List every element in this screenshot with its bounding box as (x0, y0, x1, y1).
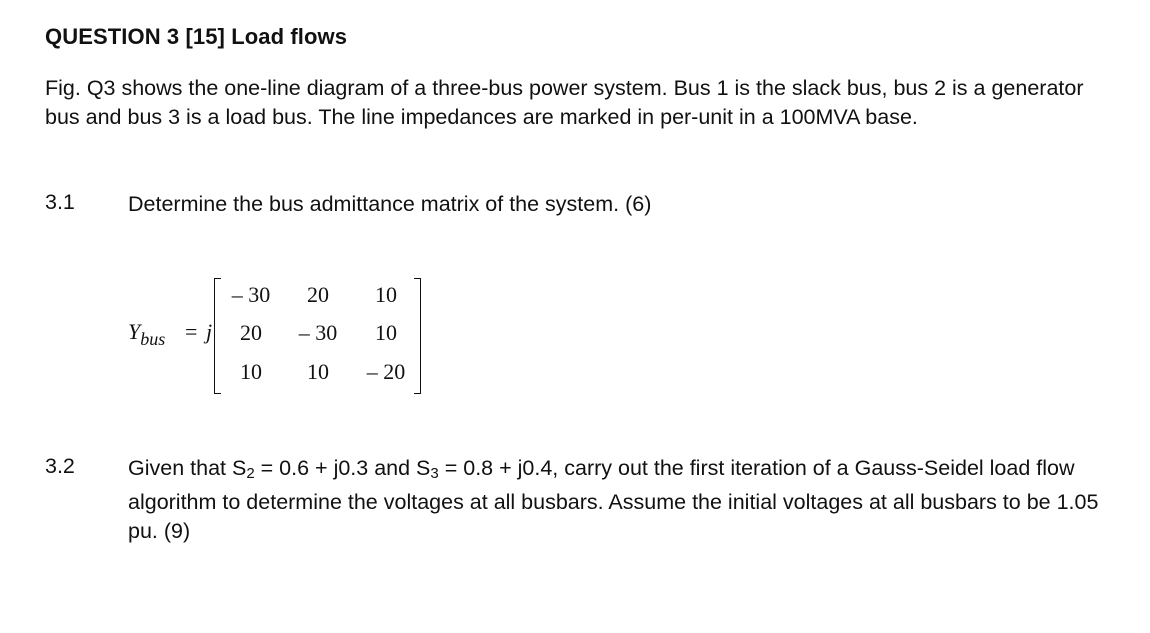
question-3-2-text (128, 454, 1108, 546)
q32-text-part-c: = 0.8 + j0.4, carry out the first iteration of a Gauss-Seidel load flow algorithm to determine the voltages at all busbars. Assume the initial voltages at all busbars to be 1.05 pu. (9) (128, 456, 1099, 543)
matrix-cell-2-3: 10 (375, 320, 397, 345)
matrix-cell-3-2: 10 (307, 359, 329, 384)
question-3-1-text: Determine the bus admittance matrix of the system. (6) (128, 192, 652, 216)
intro-paragraph: Fig. Q3 shows the one-line diagram of a three-bus power system. Bus 1 is the slack bus, bus 2 is a generator bus and bus 3 is a load bus. The line impedances are marked in per-unit in a 100MVA base. (45, 76, 1084, 129)
q32-text-part-b: = 0.6 + j0.3 and S (254, 456, 431, 480)
j-factor: j (206, 319, 213, 344)
ybus-symbol (128, 319, 166, 349)
matrix-cell-2-1: 20 (240, 320, 262, 345)
question-heading: QUESTION 3 [15] Load flows (45, 24, 348, 49)
q32-text-part-a: Given that S (128, 456, 247, 480)
q32-sub-3: 3 (430, 465, 439, 482)
ybus-subscript: bus (140, 329, 166, 349)
matrix-cell-2-2: – 30 (298, 320, 338, 345)
question-3-2-number: 3.2 (45, 454, 75, 478)
question-3-1-number: 3.1 (45, 190, 75, 214)
matrix-cell-3-3: – 20 (366, 359, 406, 384)
matrix-cell-1-3: 10 (375, 282, 397, 307)
matrix-left-bracket (214, 278, 221, 394)
equals-sign: = (185, 319, 198, 344)
q32-sub-2: 2 (246, 465, 255, 482)
matrix-cell-1-2: 20 (307, 282, 329, 307)
matrix-cell-1-1: – 30 (231, 282, 271, 307)
matrix-cell-3-1: 10 (240, 359, 262, 384)
ybus-letter: Y (128, 319, 141, 344)
